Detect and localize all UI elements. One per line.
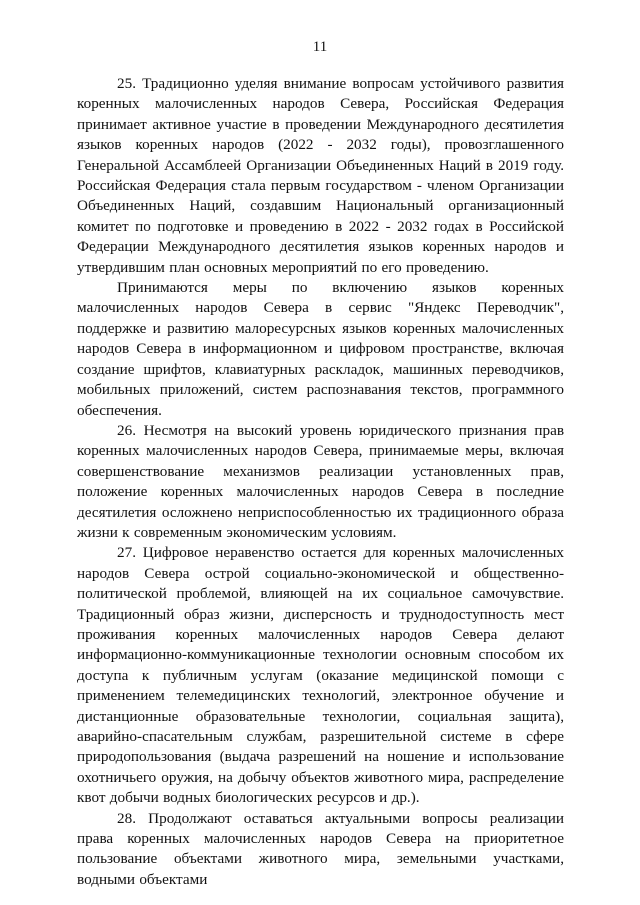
document-body [77,74,564,890]
paragraph-27: 27. Цифровое неравенство остается для коренных малочисленных народов Севера острой социально-экономической и общественно-политической проблемой, влияющей на их социальное самочувствие. Традиционный образ жизни, дисперсность и труднодоступность мест проживания коренных малочисленных народов Севера делают информационно-коммуникационные технологии основным способом их доступа к публичным услугам (оказание медицинской помощи с применением телемедицинских технологий, электронное обучение и дистанционные образовательные технологии, социальная защита), аварийно-спасательным службам, разрешительной системе в сфере природопользования (выдача разрешений на ношение и использование охотничьего оружия, на добычу объектов животного мира, распределение квот добычи водных биологических ресурсов и др.). [77,544,564,807]
paragraph-26: 26. Несмотря на высокий уровень юридического признания прав коренных малочисленных народов Севера, принимаемые меры, включая совершенствование механизмов реализации установленных прав, положение коренных малочисленных народов Севера в последние десятилетия осложнено неприспособленностью их традиционного образа жизни к современным экономическим условиям. [77,421,564,541]
paragraph-28: 28. Продолжают оставаться актуальными вопросы реализации права коренных малочисленных народов Севера на приоритетное пользование объектами животного мира, земельными участками, водными объектами [77,809,564,888]
paragraph-25-continued: Принимаются меры по включению языков коренных малочисленных народов Севера в сервис "Яндекс Переводчик", поддержке и развитию малоресурсных языков коренных малочисленных народов Севера в информационном и цифровом пространстве, включая создание шрифтов, клавиатурных раскладок, машинных переводчиков, мобильных приложений, систем распознавания текстов, программного обеспечения. [77,279,564,419]
page-number: 11 [312,39,328,55]
paragraph-25: 25. Традиционно уделяя внимание вопросам устойчивого развития коренных малочисленных народов Севера, Российская Федерация принимает активное участие в проведении Международного десятилетия языков коренных народов (2022 - 2032 годы), провозглашенного Генеральной Ассамблеей Организации Объединенных Наций в 2019 году. Российская Федерация стала первым государством - членом Организации Объединенных Наций, создавшим Национальный организационный комитет по подготовке и проведению в 2022 - 2032 годах в Российской Федерации Международного десятилетия языков коренных народов и утвердившим план основных мероприятий по его проведению. [77,75,564,276]
